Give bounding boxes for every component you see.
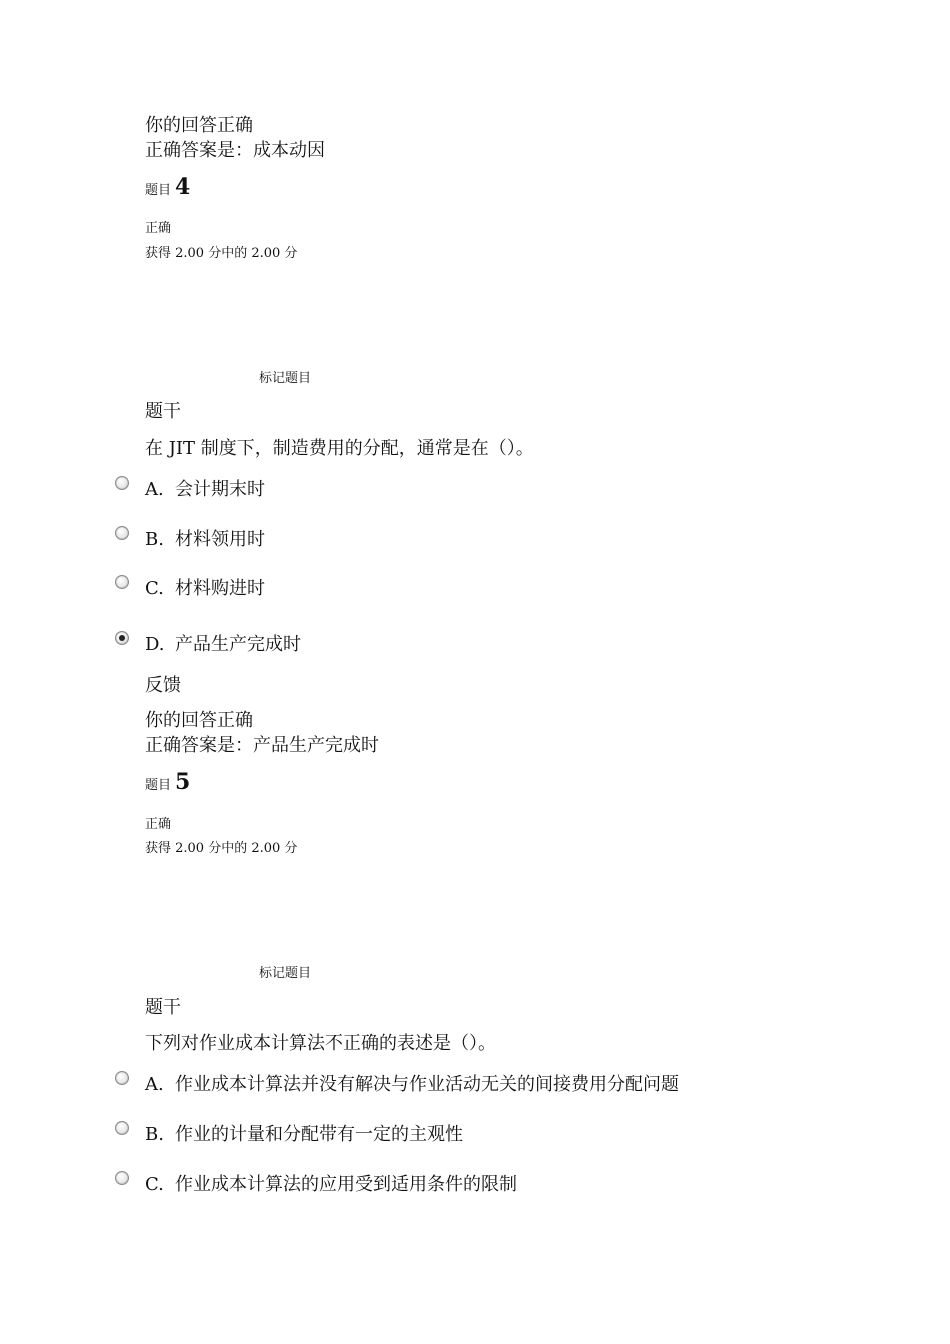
q4-status: 正确: [145, 221, 172, 236]
q5-option-c-radio[interactable]: [115, 1171, 129, 1185]
q4-label: 题目: [145, 183, 172, 198]
q4-score: 获得 2.00 分中的 2.00 分: [145, 246, 298, 261]
q4-option-c[interactable]: [145, 577, 265, 601]
option-letter: B.: [145, 529, 164, 550]
q4-option-a-radio[interactable]: [115, 476, 129, 490]
q4-option-c-radio[interactable]: [115, 575, 129, 589]
option-text: 材料购进时: [175, 578, 265, 599]
option-letter: C.: [145, 1174, 164, 1195]
q5-label: 题目: [145, 778, 172, 793]
q4-feedback-status: 你的回答正确: [145, 710, 253, 731]
q4-option-d[interactable]: [145, 633, 301, 657]
q5-option-a-radio[interactable]: [115, 1071, 129, 1085]
q5-option-b-radio[interactable]: [115, 1121, 129, 1135]
q3-feedback-status: 你的回答正确: [145, 115, 253, 136]
q5-option-c[interactable]: [145, 1173, 517, 1197]
q4-feedback-label: 反馈: [145, 675, 181, 696]
q4-question-text: 在 JIT 制度下，制造费用的分配，通常是在（）。: [145, 438, 534, 459]
option-text: 作业成本计算法并没有解决与作业活动无关的间接费用分配问题: [175, 1074, 679, 1095]
q4-flag-link[interactable]: 标记题目: [259, 371, 312, 386]
q5-status: 正确: [145, 817, 172, 832]
q4-correct-answer: 正确答案是：产品生产完成时: [145, 735, 379, 756]
q5-option-a[interactable]: [145, 1073, 679, 1097]
option-letter: A.: [145, 1074, 164, 1095]
q4-number: 4: [175, 174, 191, 200]
option-letter: B.: [145, 1124, 164, 1145]
option-letter: A.: [145, 479, 164, 500]
option-text: 作业的计量和分配带有一定的主观性: [175, 1124, 463, 1145]
q5-score: 获得 2.00 分中的 2.00 分: [145, 841, 298, 856]
q5-number: 5: [175, 769, 191, 795]
option-text: 产品生产完成时: [175, 634, 301, 655]
q5-flag-link[interactable]: 标记题目: [259, 966, 312, 981]
q3-correct-answer: 正确答案是：成本动因: [145, 140, 325, 161]
q4-header: [145, 174, 190, 200]
q5-question-text: 下列对作业成本计算法不正确的表述是（）。: [145, 1033, 496, 1054]
q4-option-d-radio[interactable]: [115, 631, 129, 645]
q5-header: [145, 769, 190, 795]
option-letter: D.: [145, 634, 165, 655]
q4-option-b[interactable]: [145, 528, 265, 552]
q5-stem-label: 题干: [145, 997, 181, 1018]
option-text: 会计期末时: [175, 479, 265, 500]
option-text: 作业成本计算法的应用受到适用条件的限制: [175, 1174, 517, 1195]
option-letter: C.: [145, 578, 164, 599]
q4-stem-label: 题干: [145, 401, 181, 422]
q5-option-b[interactable]: [145, 1123, 463, 1147]
q4-option-a[interactable]: [145, 478, 265, 502]
q4-option-b-radio[interactable]: [115, 526, 129, 540]
option-text: 材料领用时: [175, 529, 265, 550]
